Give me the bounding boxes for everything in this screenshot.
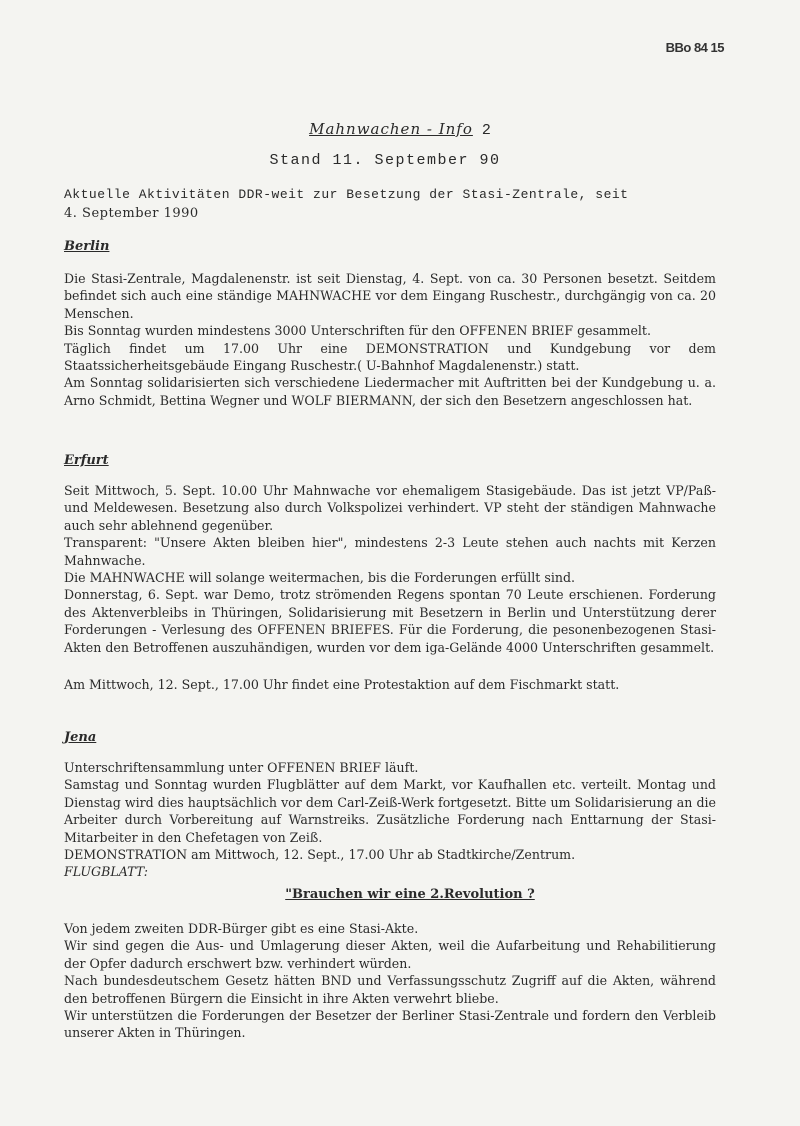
page-title xyxy=(0,120,800,139)
berlin-paragraph: Täglich findet um 17.00 Uhr eine DEMONSTRATION und Kundgebung vor dem Staatssicherheitsgebäude Eingang Ruschestr.( U-Bahnhof Magdalenenstr.) statt. xyxy=(64,340,716,374)
section-jena xyxy=(64,759,716,881)
erfurt-paragraph: Donnerstag, 6. Sept. war Demo, trotz strömenden Regens spontan 70 Leute erschienen. Forderung des Aktenverbleibs in Thüringen, Solidarisierung mit Besetzern in Berlin und Unterstützung derer Forderungen - Verlesung des OFFENEN BRIEFES. Für die Forderung, die pesonenbezogenen Stasi-Akten den Betroffenen auszuhändigen, wurden vor dem iga-Gelände 4000 Unterschriften gesammelt. xyxy=(64,587,716,655)
flugblatt-title: "Brauchen wir eine 2.Revolution ? xyxy=(285,887,535,902)
flugblatt-label: FLUGBLATT: xyxy=(64,864,148,880)
flugblatt-paragraph: Nach bundesdeutschem Gesetz hätten BND und Verfassungsschutz Zugriff auf die Akten, während den betroffenen Bürgern die Einsicht in ihre Akten verwehrt bliebe. xyxy=(64,973,716,1006)
jena-paragraph: DEMONSTRATION am Mittwoch, 12. Sept., 17.00 Uhr ab Stadtkirche/Zentrum. xyxy=(64,847,576,863)
flugblatt-paragraph: Wir unterstützen die Forderungen der Besetzer der Berliner Stasi-Zentrale und fordern den Verbleib unserer Akten in Thüringen. xyxy=(64,1008,716,1041)
flugblatt-paragraph: Wir sind gegen die Aus- und Umlagerung dieser Akten, weil die Aufarbeitung und Rehabilitierung der Opfer dadurch erschwert bzw. verhindert würden. xyxy=(64,938,716,971)
erfurt-paragraph: Transparent: "Unsere Akten bleiben hier", mindestens 2-3 Leute stehen auch nachts mit Kerzen Mahnwache. xyxy=(64,535,716,568)
archive-mark: BBo 84 15 xyxy=(665,40,724,55)
intro-line-2: 4. September 1990 xyxy=(64,206,199,221)
jena-paragraph: Unterschriftensammlung unter OFFENEN BRIEF läuft. xyxy=(64,760,419,775)
flugblatt-paragraph: Von jedem zweiten DDR-Bürger gibt es eine Stasi-Akte. xyxy=(64,921,419,936)
jena-paragraph: Samstag und Sonntag wurden Flugblätter auf dem Markt, vor Kaufhallen etc. verteilt. Montag und Dienstag wird dies hauptsächlich vor dem Carl-Zeiß-Werk fortgesetzt. Bitte um Solidarisierung an die Arbeiter durch Vorbereitung auf Warnstreiks. Zusätzliche Forderung nach Enttarnung der Stasi-Mitarbeiter in den Chefetagen von Zeiß. xyxy=(64,777,716,845)
flugblatt-body xyxy=(64,920,716,1042)
erfurt-closing-text: Am Mittwoch, 12. Sept., 17.00 Uhr findet eine Protestaktion auf dem Fischmarkt statt. xyxy=(64,677,620,692)
section-heading-jena: Jena xyxy=(64,730,97,745)
berlin-paragraph: Am Sonntag solidarisierten sich verschiedene Liedermacher mit Auftritten bei der Kundgebung u. a. Arno Schmidt, Bettina Wegner und WOLF BIERMANN, der sich den Besetzern angeschlossen hat. xyxy=(64,375,716,408)
erfurt-paragraph: Die MAHNWACHE will solange weitermachen, bis die Forderungen erfüllt sind. xyxy=(64,570,576,586)
section-heading-berlin: Berlin xyxy=(64,239,110,254)
page-subtitle: Stand 11. September 90 xyxy=(269,152,501,169)
berlin-paragraph: Bis Sonntag wurden mindestens 3000 Unterschriften für den OFFENEN BRIEF gesammelt. xyxy=(64,323,651,339)
erfurt-paragraph: Seit Mittwoch, 5. Sept. 10.00 Uhr Mahnwache vor ehemaligem Stasigebäude. Das ist jetzt VP/Paß- und Meldewesen. Besetzung also durch Volkspolizei verhindert. VP steht der ständigen Mahnwache auch sehr ablehnend gegenüber. xyxy=(64,483,716,533)
page-title-text: Mahnwachen - Info xyxy=(309,120,473,138)
erfurt-closing xyxy=(64,676,716,693)
section-heading-erfurt: Erfurt xyxy=(64,453,109,468)
intro xyxy=(64,185,716,223)
page-title-number: 2 xyxy=(481,122,491,139)
section-erfurt xyxy=(64,482,716,656)
intro-line-1: Aktuelle Aktivitäten DDR-weit zur Besetzung der Stasi-Zentrale, seit xyxy=(64,187,629,202)
section-berlin xyxy=(64,270,716,409)
berlin-paragraph: Die Stasi-Zentrale, Magdalenenstr. ist seit Dienstag, 4. Sept. von ca. 30 Personen besetzt. Seitdem befindet sich auch eine ständige MAHNWACHE vor dem Eingang Ruschestr., durchgängig von ca. 20 Menschen. xyxy=(64,271,716,321)
